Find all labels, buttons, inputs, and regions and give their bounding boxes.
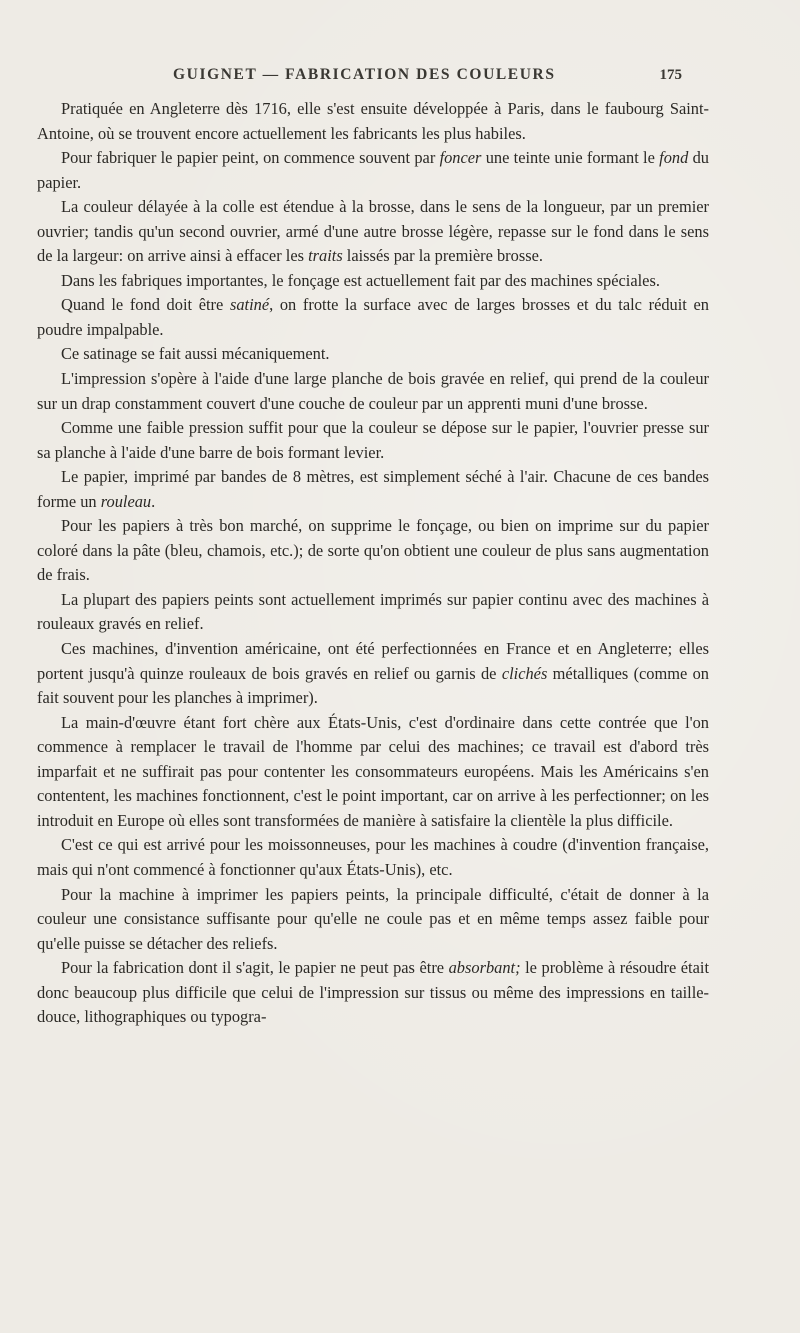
page-number: 175 — [659, 67, 682, 83]
paragraph — [37, 883, 709, 957]
paragraph — [37, 833, 709, 882]
paragraph-text: . — [151, 491, 156, 511]
paragraph-text: Ce satinage se fait aussi mécaniquement. — [61, 344, 330, 364]
paragraph-text: L'impression s'opère à l'aide d'une large planche de bois gravée en relief, qui prend de la couleur sur un drap constamment couvert d'une couche de couleur par un apprenti muni d'une brosse. — [37, 369, 709, 413]
running-title: GUIGNET — FABRICATION DES COULEURS — [173, 66, 556, 83]
paragraph-text: Pour la fabrication dont il s'agit, le papier ne peut pas être — [61, 958, 449, 978]
paragraph-text: Comme une faible pression suffit pour que la couleur se dépose sur le papier, l'ouvrier presse sur sa planche à l'aide d'une barre de bois formant levier. — [37, 418, 709, 462]
running-head — [145, 66, 682, 90]
paragraph-text: Pour fabriquer le papier peint, on commence souvent par — [61, 148, 440, 168]
paragraph — [37, 514, 709, 588]
paragraph — [37, 195, 709, 269]
paragraph-text: Dans les fabriques importantes, le fonçage est actuellement fait par des machines spéciales. — [61, 270, 660, 290]
paragraph — [37, 637, 709, 711]
paragraph — [37, 146, 709, 195]
paragraph-text: , on frotte la surface avec de larges brosses et du talc réduit en poudre impalpable. — [37, 295, 709, 339]
paragraph-text: Pour les papiers à très bon marché, on supprime le fonçage, ou bien on imprime sur du papier coloré dans la pâte (bleu, chamois, etc.); de sorte qu'on obtient une couleur de plus sans augmentation de frais. — [37, 516, 709, 585]
italic-term: fond — [659, 148, 689, 168]
paragraph-text: du papier. — [37, 148, 709, 192]
italic-term: traits — [308, 246, 343, 266]
paragraph — [37, 588, 709, 637]
paragraph-text: Pour la machine à imprimer les papiers peints, la principale difficulté, c'était de donner à la couleur une consistance suffisante pour qu'elle ne coule pas et en même temps assez faible pour qu'elle puisse se détacher des reliefs. — [37, 884, 709, 953]
paragraph — [37, 465, 709, 514]
italic-term: absorbant; — [448, 958, 521, 978]
paragraph-text: métalliques (comme on fait souvent pour les planches à imprimer). — [37, 663, 709, 708]
paragraph-text: le problème à résoudre était donc beaucoup plus difficile que celui de l'impression sur tissus ou même des impressions en taille-douce, lithographiques ou typogra- — [37, 958, 709, 1027]
paragraph-text: Pratiquée en Angleterre dès 1716, elle s'est ensuite développée à Paris, dans le faubourg Saint-Antoine, où se trouvent encore actuellement les fabricants les plus habiles. — [37, 99, 709, 143]
paragraph — [37, 416, 709, 465]
italic-term: foncer — [439, 148, 482, 168]
paragraph — [37, 293, 709, 342]
paragraph — [37, 711, 709, 834]
paragraph — [37, 956, 709, 1030]
paragraph-text: Le papier, imprimé par bandes de 8 mètres, est simplement séché à l'air. Chacune de ces bandes forme un — [37, 467, 709, 511]
paragraph-text: Ces machines, d'invention américaine, ont été perfectionnées en France et en Angleterre; elles portent jusqu'à quinze rouleaux de bois gravés en relief ou garnis de — [37, 639, 709, 683]
paragraph-text: La plupart des papiers peints sont actuellement imprimés sur papier continu avec des machines à rouleaux gravés en relief. — [37, 589, 709, 634]
paragraph — [37, 97, 709, 146]
italic-term: rouleau — [100, 491, 152, 511]
paragraph-text: une teinte unie formant le — [481, 148, 660, 168]
paragraph — [37, 342, 709, 367]
paragraph — [37, 367, 709, 416]
italic-term: clichés — [501, 663, 548, 683]
text-body — [37, 97, 709, 1030]
paragraph-text: La main-d'œuvre étant fort chère aux États-Unis, c'est d'ordinaire dans cette contrée que l'on commence à remplacer le travail de l'homme par celui des machines; ce travail est d'abord très imparfait et ne suffirait pas pour contenter les consommateurs européens. Mais les Américains s'en contentent, les machines fonctionnent, c'est le point important, car on arrive à les perfectionner; on les introduit en Europe où elles sont transformées de manière à satisfaire la clientèle la plus difficile. — [37, 712, 709, 830]
paragraph — [37, 269, 709, 294]
italic-term: satiné — [229, 295, 270, 315]
paragraph-text: C'est ce qui est arrivé pour les moissonneuses, pour les machines à coudre (d'invention française, mais qui n'ont commencé à fonctionner qu'aux États-Unis), etc. — [37, 835, 709, 879]
paragraph-text: La couleur délayée à la colle est étendue à la brosse, dans le sens de la longueur, par un premier ouvrier; tandis qu'un second ouvrier, armé d'une autre brosse légère, repasse sur le fond dans le sens de la largeur: on arrive ainsi à effacer les — [37, 197, 709, 266]
paragraph-text: laissés par la première brosse. — [342, 246, 543, 266]
paragraph-text: Quand le fond doit être — [61, 295, 230, 315]
